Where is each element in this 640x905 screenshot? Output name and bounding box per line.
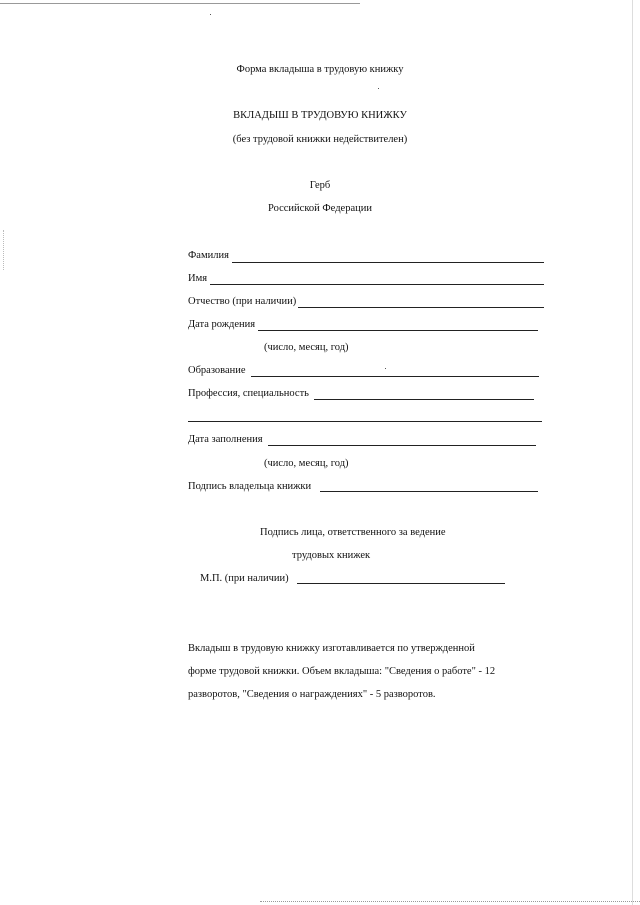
responsible-signature-label: Подпись лица, ответственного за ведение bbox=[260, 527, 446, 538]
scan-speck bbox=[210, 14, 211, 15]
education-field[interactable] bbox=[251, 376, 539, 377]
stamp-label: М.П. (при наличии) bbox=[200, 573, 289, 584]
scan-speck bbox=[385, 368, 386, 369]
scan-edge-left bbox=[3, 230, 4, 270]
scan-edge-top bbox=[0, 3, 360, 4]
fill-date-field[interactable] bbox=[268, 445, 536, 446]
responsible-signature-label-cont: трудовых книжек bbox=[292, 550, 371, 561]
birth-date-hint: (число, месяц, год) bbox=[264, 342, 349, 353]
name-label: Имя bbox=[188, 273, 208, 284]
owner-signature-field[interactable] bbox=[320, 491, 538, 492]
emblem-label: Герб bbox=[309, 180, 331, 191]
scan-edge-bottom bbox=[260, 901, 640, 902]
birth-date-field[interactable] bbox=[258, 330, 538, 331]
name-field[interactable] bbox=[210, 284, 544, 285]
fill-date-label: Дата заполнения bbox=[188, 434, 263, 445]
surname-label: Фамилия bbox=[188, 250, 229, 261]
education-label: Образование bbox=[188, 365, 246, 376]
note-line-3: разворотов, "Сведения о награждениях" - 5 разворотов. bbox=[188, 689, 436, 700]
surname-field[interactable] bbox=[232, 262, 544, 263]
profession-field-continuation[interactable] bbox=[188, 421, 542, 422]
fill-date-hint: (число, месяц, год) bbox=[264, 458, 349, 469]
owner-signature-label: Подпись владельца книжки bbox=[188, 481, 312, 492]
document-title: ВКЛАДЫШ В ТРУДОВУЮ КНИЖКУ bbox=[233, 110, 407, 121]
note-line-2: форме трудовой книжки. Объем вкладыша: "Сведения о работе" - 12 bbox=[188, 666, 496, 677]
note-line-1: Вкладыш в трудовую книжку изготавливается по утвержденной bbox=[188, 643, 475, 654]
emblem-label-country: Российской Федерации bbox=[268, 203, 372, 214]
scan-speck bbox=[378, 88, 379, 89]
patronymic-label: Отчество (при наличии) bbox=[188, 296, 297, 307]
responsible-signature-field[interactable] bbox=[297, 583, 505, 584]
profession-field[interactable] bbox=[314, 399, 534, 400]
profession-label: Профессия, специальность bbox=[188, 388, 309, 399]
birth-date-label: Дата рождения bbox=[188, 319, 256, 330]
form-title: Форма вкладыша в трудовую книжку bbox=[236, 64, 404, 75]
document-subtitle: (без трудовой книжки недействителен) bbox=[232, 134, 408, 145]
patronymic-field[interactable] bbox=[298, 307, 544, 308]
